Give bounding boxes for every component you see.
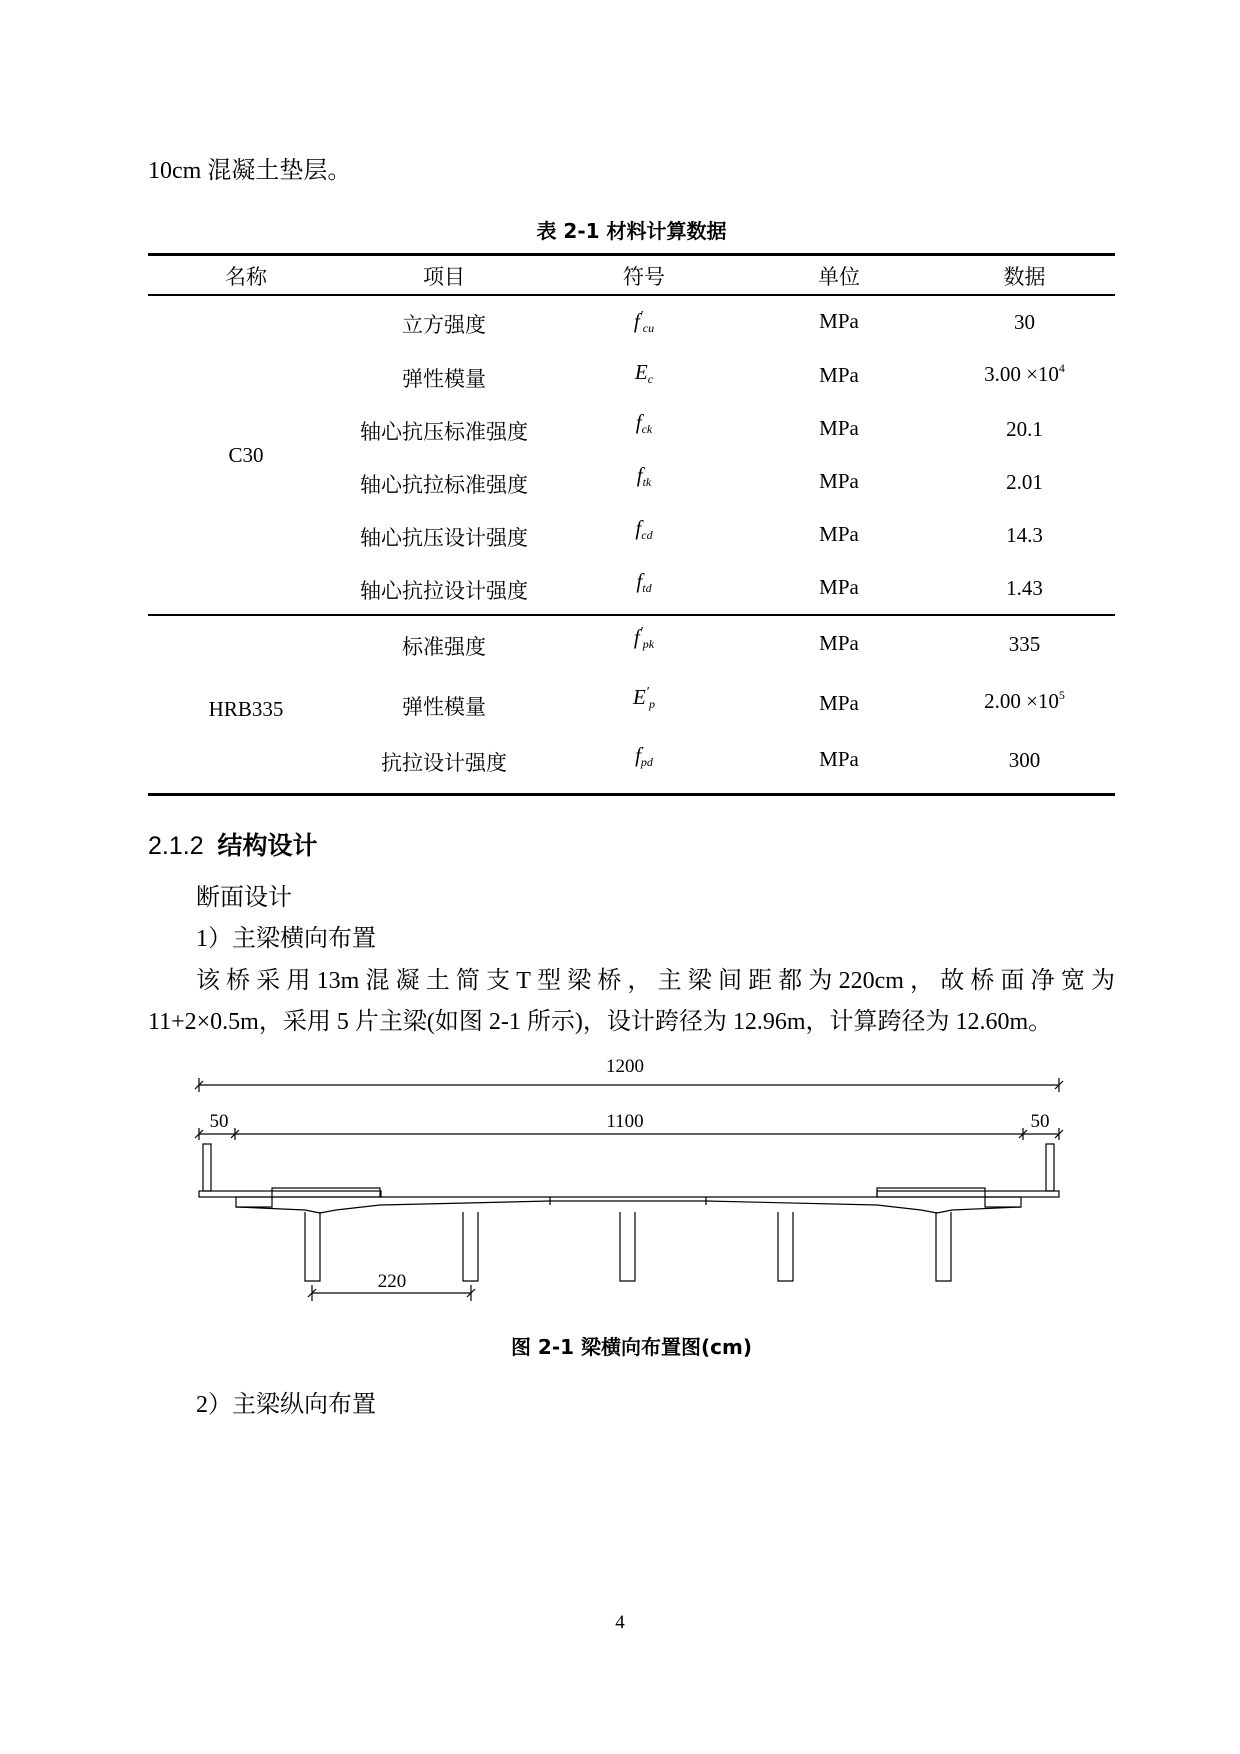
deck-underside (236, 1201, 1021, 1213)
header-symbol: 符号 (623, 265, 665, 289)
page-number: 4 (615, 1612, 625, 1633)
row-value: 2.01 (1006, 470, 1043, 494)
header-unit: 单位 (818, 265, 860, 289)
row-value: 1.43 (1006, 576, 1043, 600)
row-symbol: $E'_p$ (633, 685, 655, 711)
row-item: 弹性模量 (402, 695, 486, 719)
subheading: 断面设计 (196, 885, 292, 911)
row-symbol: $E_c$ (634, 360, 654, 386)
row-unit: MPa (819, 747, 859, 771)
row-symbol: $f_{td}$ (636, 569, 652, 595)
dim-spacing-label: 220 (377, 1271, 407, 1292)
paragraph-line-2: 11+2×0.5m，采用 5 片主梁(如图 2-1 所示)，设计跨径为 12.96m，计算跨径为 12.60m。 (148, 1009, 1053, 1035)
group-name-hrb335: HRB335 (208, 697, 284, 721)
row-item: 标准强度 (402, 635, 486, 659)
row-item: 轴心抗拉标准强度 (360, 473, 528, 497)
table-caption: 表 2-1 材料计算数据 (536, 219, 727, 243)
header-name: 名称 (225, 265, 267, 289)
section-number: 2.1.2 (148, 832, 204, 860)
row-symbol: $f'_{cu}$ (633, 309, 655, 335)
row-item: 轴心抗压标准强度 (360, 420, 528, 444)
row-item: 弹性模量 (402, 367, 486, 391)
dim-inner-label: 1100 (606, 1111, 644, 1132)
railing-left (203, 1144, 211, 1191)
row-item: 抗拉设计强度 (381, 751, 507, 775)
row-unit: MPa (819, 575, 859, 599)
row-symbol: $f_{cd}$ (635, 516, 653, 542)
row-symbol: $f_{pd}$ (635, 743, 653, 769)
railing-right (1046, 1144, 1054, 1191)
row-unit: MPa (819, 309, 859, 333)
row-item: 轴心抗拉设计强度 (360, 579, 528, 603)
sidewalk-right (877, 1191, 1059, 1197)
dim-right-label: 50 (1030, 1111, 1050, 1132)
header-item: 项目 (423, 265, 465, 289)
row-value: $2.00 \times 10^5$ (984, 688, 1065, 713)
row-unit: MPa (819, 522, 859, 546)
row-item: 轴心抗压设计强度 (360, 526, 528, 550)
list-item-2: 2）主梁纵向布置 (196, 1392, 376, 1418)
row-value: 20.1 (1006, 417, 1043, 441)
row-symbol: $f_{tk}$ (636, 463, 652, 489)
paragraph-line-1: 该桥采用13m混凝土简支T型梁桥，主梁间距都为220cm，故桥面净宽为 (196, 968, 1115, 994)
row-unit: MPa (819, 416, 859, 440)
group-name-c30: C30 (228, 443, 264, 467)
girder-3 (620, 1212, 635, 1281)
row-unit: MPa (819, 691, 859, 715)
girder-4 (778, 1212, 793, 1281)
row-value: 14.3 (1006, 523, 1043, 547)
row-value: 30 (1014, 310, 1035, 334)
sidewalk-left (199, 1191, 381, 1197)
girder-5 (936, 1212, 951, 1281)
girder-1 (305, 1212, 320, 1281)
row-value: 335 (1008, 632, 1041, 656)
row-symbol: $f_{ck}$ (635, 410, 653, 436)
row-item: 立方强度 (402, 313, 486, 337)
header-value: 数据 (1003, 265, 1046, 289)
intro-line: 10cm 混凝土垫层。 (148, 158, 352, 184)
row-value: 300 (1008, 748, 1041, 772)
dim-total-label: 1200 (606, 1056, 644, 1077)
row-symbol: $f'_{pk}$ (633, 625, 655, 651)
row-value: $3.00 \times 10^4$ (984, 361, 1065, 386)
list-item-1: 1）主梁横向布置 (196, 926, 376, 952)
section-title: 结构设计 (217, 831, 318, 860)
dim-left-label: 50 (209, 1111, 229, 1132)
row-unit: MPa (819, 363, 859, 387)
row-unit: MPa (819, 631, 859, 655)
girder-2 (463, 1212, 478, 1281)
row-unit: MPa (819, 469, 859, 493)
figure-caption: 图 2-1 梁横向布置图(cm) (510, 1335, 753, 1359)
